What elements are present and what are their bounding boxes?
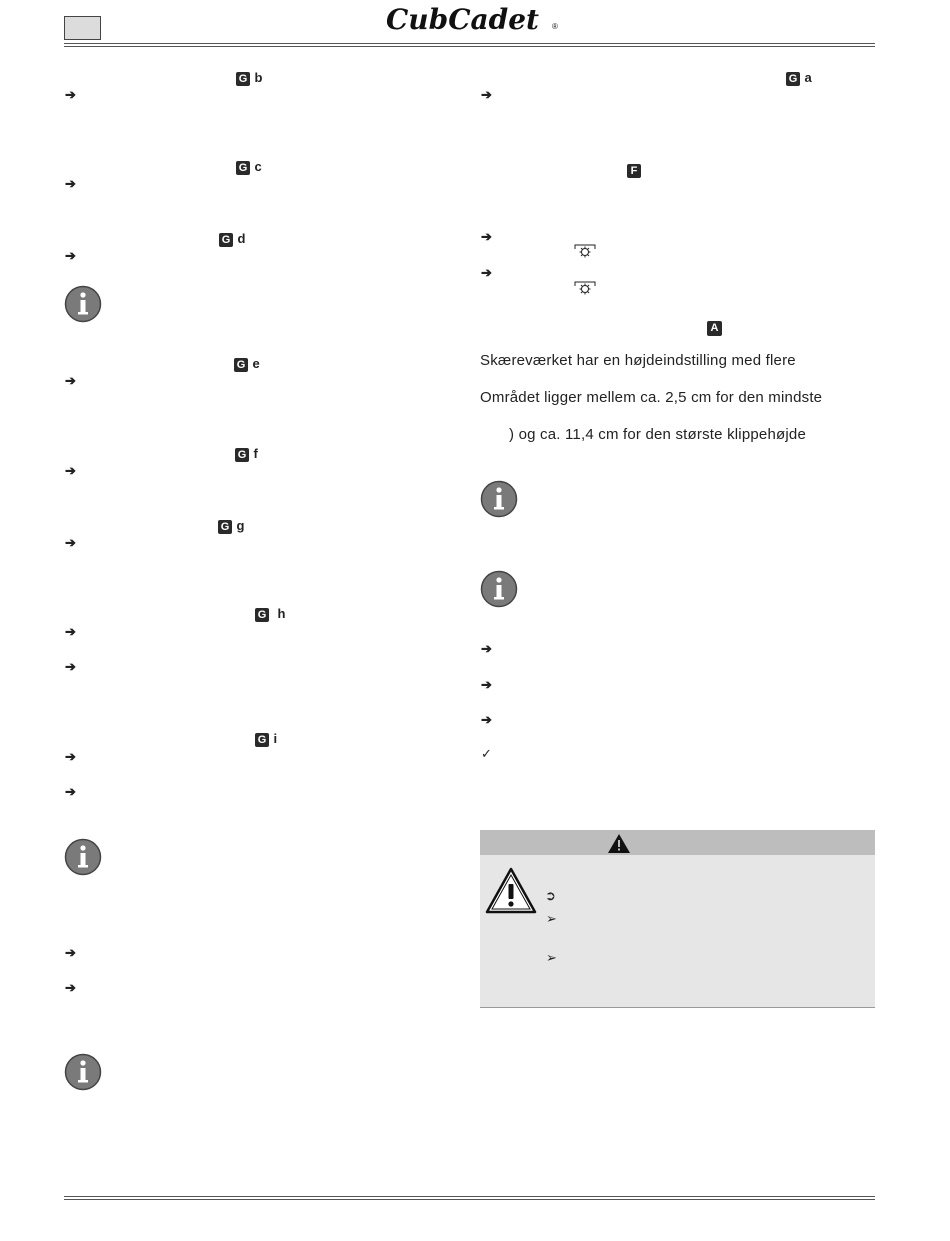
footer-rule [64,1196,875,1197]
footer-rule-2 [64,1199,875,1200]
ref-A: A [707,318,722,336]
info-icon [64,838,102,876]
arrow-bullet: ➔ [481,265,492,280]
info-icon [64,1053,102,1091]
ref-g-a: G a [786,69,812,87]
warning-box [480,855,875,1008]
arrow-bullet: ➔ [481,712,492,727]
round-arrow-bullet: ➲ [545,888,556,903]
paragraph-line: Skæreværket har en højdeindstilling med flere [480,352,796,369]
arrow-bullet: ➔ [481,87,492,102]
arrow-bullet: ➔ [65,373,76,388]
ref-g-f: G f [235,445,258,463]
ref-f: F [627,161,641,179]
arrow-bullet: ➔ [65,624,76,639]
arrow-bullet: ➔ [65,945,76,960]
ref-g-c: G c [236,158,262,176]
warning-header-bar [480,830,875,855]
arrow-bullet: ➔ [65,980,76,995]
header-rule-2 [64,46,875,47]
arrow-bullet: ➔ [65,463,76,478]
ref-g-b: G b [236,69,262,87]
cub-cadet-logo [384,2,584,36]
mower-dial-icon [574,281,596,297]
check-bullet: ✓ [481,746,492,761]
arrow-bullet: ➔ [65,176,76,191]
ref-g-i: G i [255,730,277,748]
arrow-bullet: ➔ [65,784,76,799]
arrow-bullet: ➔ [65,749,76,764]
arrow-bullet: ➔ [65,248,76,263]
info-icon [480,570,518,608]
warning-small-icon [607,833,631,854]
arrow-bullet: ➔ [65,659,76,674]
arrow-bullet: ➔ [481,229,492,244]
page-number-box [64,16,101,40]
ref-g-d: G d [219,230,245,248]
ref-g-g: G g [218,517,244,535]
paragraph-line: Området ligger mellem ca. 2,5 cm for den mindste [480,389,823,406]
ref-g-e: G e [234,355,260,373]
arrow-bullet: ➔ [481,677,492,692]
svg-text:®: ® [552,22,558,31]
arrow-bullet: ➔ [65,87,76,102]
arrow-bullet: ➔ [481,641,492,656]
arrow-bullet: ➔ [65,535,76,550]
warning-triangle-icon [485,866,537,914]
header-rule [64,43,875,44]
paragraph-line: ) og ca. 11,4 cm for den største klippehøjde [509,426,806,443]
triangle-bullet: ➢ [546,950,557,965]
info-icon [480,480,518,518]
triangle-bullet: ➢ [546,911,557,926]
svg-text:CubCadet: CubCadet [386,3,539,36]
ref-g-h: G h [255,605,285,623]
mower-dial-up-icon [574,244,596,260]
info-icon [64,285,102,323]
